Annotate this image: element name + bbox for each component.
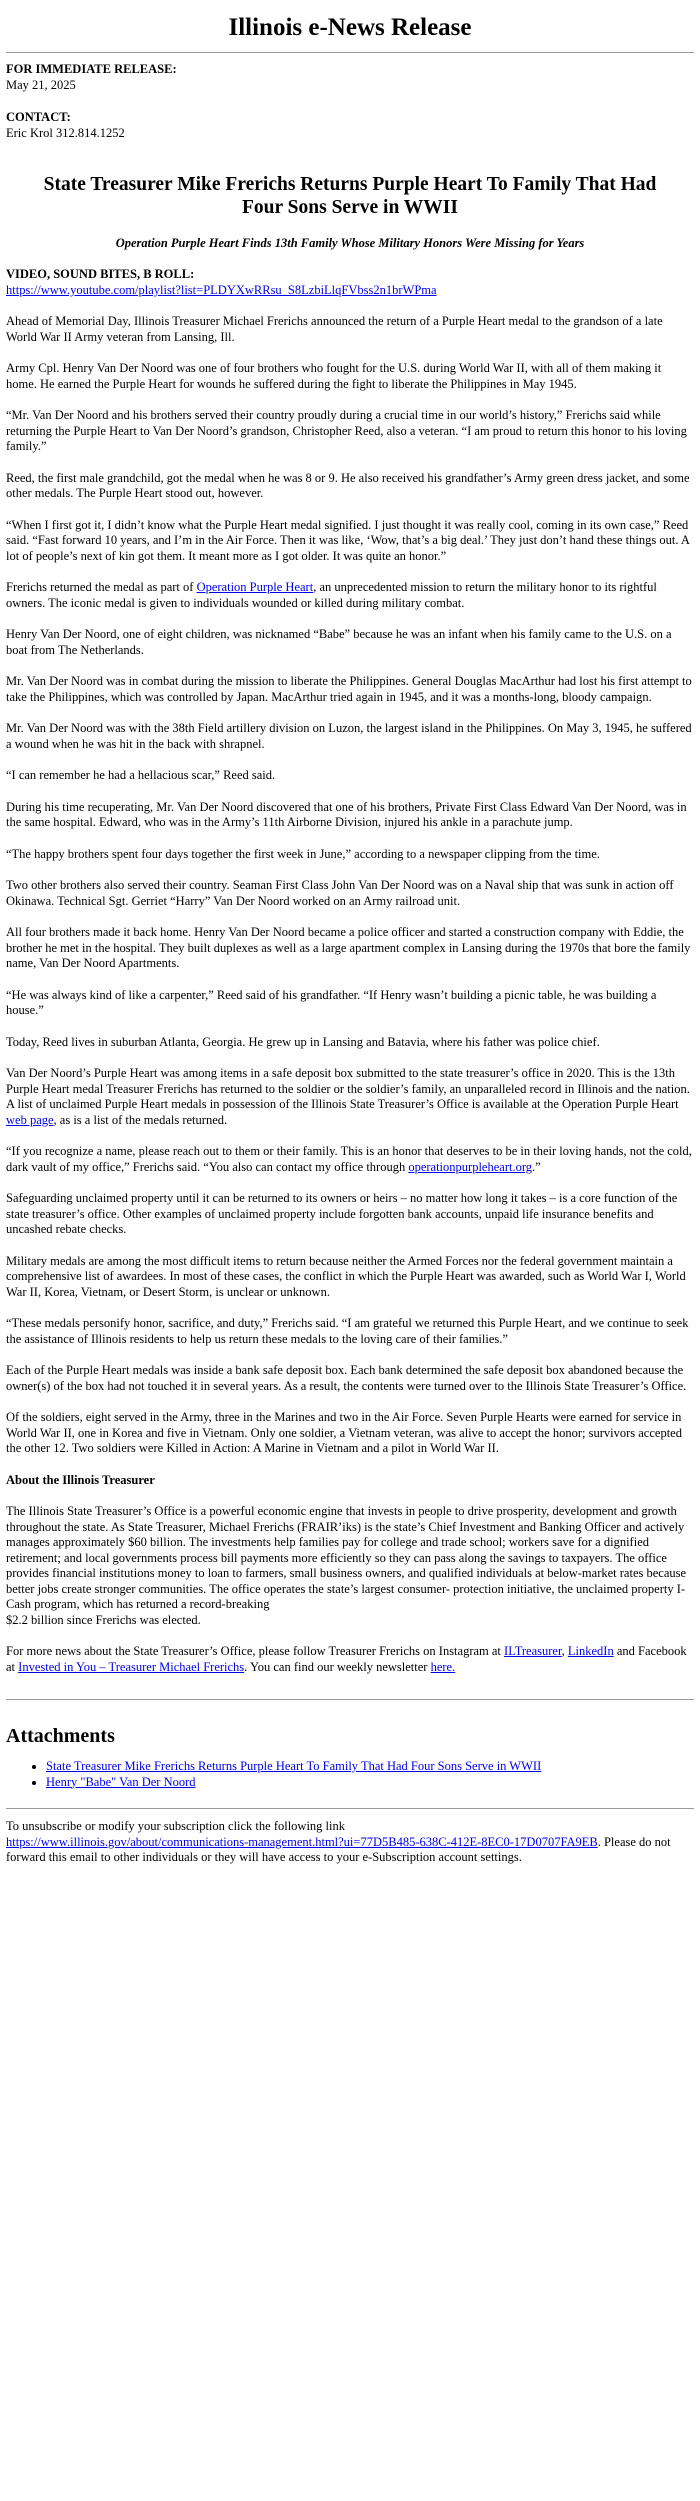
paragraph-text: , as is a list of the medals returned. bbox=[53, 1112, 228, 1127]
about-paragraph bbox=[6, 1504, 694, 1628]
facebook-link[interactable]: Invested in You – Treasurer Michael Frerichs bbox=[18, 1659, 245, 1674]
unsubscribe-intro: To unsubscribe or modify your subscription click the following link bbox=[6, 1819, 346, 1834]
about-body: The Illinois State Treasurer’s Office is a powerful economic engine that invests in people to drive prosperity, development and growth throughout the state. As State Treasurer, Michael Frerichs (FRAIR’iks) is the state’s Chief Investment and Banking Officer and actively manages approximately $60 billion. The investments help families pay for college and trade school; workers save for a dignified retirement; and local governments process bill payments more efficiently so they can pass along the savings to taxpayers. The office provides financial institutions money to loan to farmers, small business owners, and qualified individuals at below-market rates because better jobs create stronger communities. The office operates the state’s largest consumer- protection initiative, the unclaimed property I-Cash program, which has returned a record-breaking bbox=[6, 1504, 687, 1612]
newsletter-link[interactable]: here. bbox=[430, 1659, 456, 1674]
paragraph-text: Van Der Noord’s Purple Heart was among items in a safe deposit box submitted to the state treasurer’s office in 2020. This is the 13th Purple Heart medal Treasurer Frerichs has returned to the soldier or the soldier’s family, an unparalleled record in Illinois and the nation. A list of unclaimed Purple Heart medals in possession of the Illinois State Treasurer’s Office is available at the Operation Purple Heart bbox=[6, 1066, 690, 1112]
paragraph-text: , bbox=[561, 1644, 568, 1659]
masthead-divider bbox=[6, 52, 694, 53]
body-paragraph: Mr. Van Der Noord was with the 38th Field artillery division on Luzon, the largest island in the Philippines. On May 3, 1945, he suffered a wound when he was hit in the back with shrapnel. bbox=[6, 721, 692, 751]
body-paragraph: Reed, the first male grandchild, got the medal when he was 8 or 9. He also received his grandfather’s Army green dress jacket, and some other medals. The Purple Heart stood out, however. bbox=[6, 470, 690, 501]
attachments-heading: Attachments bbox=[6, 1725, 115, 1748]
body-paragraph: “He was always kind of like a carpenter,” Reed said of his grandfather. “If Henry wasn’t building a picnic table, he was building a house.” bbox=[6, 987, 657, 1018]
headline: State Treasurer Mike Frerichs Returns Purple Heart To Family That Had Four Sons Serve in WWII bbox=[43, 174, 657, 219]
about-body-tail: $2.2 billion since Frerichs was elected. bbox=[6, 1612, 201, 1627]
release-date: May 21, 2025 bbox=[6, 77, 76, 92]
paragraph-text: Frerichs returned the medal as part of bbox=[6, 580, 197, 595]
paragraph-text: “If you recognize a name, please reach out to them or their family. This is an honor that deserves to be in their loving hands, not the cold, dark vault of my office,” Frerichs said. “You also can contact my office through bbox=[6, 1144, 692, 1174]
video-label: VIDEO, SOUND BITES, B ROLL: bbox=[6, 267, 195, 282]
body-paragraph: “When I first got it, I didn’t know what the Purple Heart medal signified. I just thought it was really cool, coming in its own case,” Reed said. “Fast forward 10 years, and I’m in the Air Force. Then it was like, ‘Wow, that’s a big deal.’ They just don’t hand these things out. A lot of people’s next of kin got them. It meant more as I got older. It was quite an honor.” bbox=[6, 517, 690, 563]
attachments-list bbox=[6, 1759, 694, 1790]
unsubscribe-link[interactable]: https://www.illinois.gov/about/communications-management.html?ui=77D5B485-638C-412E-8EC0-17D0707FA9EB bbox=[6, 1834, 598, 1849]
about-heading: About the Illinois Treasurer bbox=[6, 1472, 155, 1487]
body-paragraph: Mr. Van Der Noord was in combat during the mission to liberate the Philippines. General Douglas MacArthur had lost his first attempt to take the Philippines, which was controlled by Japan. MacArthur tried again in 1945, and it was a months-long, bloody campaign. bbox=[6, 674, 692, 704]
release-label: FOR IMMEDIATE RELEASE: bbox=[6, 62, 177, 76]
paragraph-text: .” bbox=[532, 1159, 541, 1174]
footer-note: . Please do not forward this email to other individuals or they will have access to your e-Subscription account settings. bbox=[6, 1834, 671, 1865]
body-paragraph: “The happy brothers spent four days together the first week in June,” according to a newspaper clipping from the time. bbox=[6, 846, 600, 861]
video-link[interactable]: https://www.youtube.com/playlist?list=PLDYXwRRsu_S8LzbiLlqFVbss2n1brWPma bbox=[6, 282, 437, 297]
body-paragraph bbox=[6, 580, 694, 611]
body-paragraph: All four brothers made it back home. Henry Van Der Noord became a police officer and started a construction company with Eddie, the brother he met in the hospital. They built duplexes as well as a large apartment complex in Lansing during the 1970s that bore the family name, Van Der Noord Apartments. bbox=[6, 925, 691, 971]
body-paragraph: Each of the Purple Heart medals was inside a bank safe deposit box. Each bank determined the safe deposit box abandoned because the owner(s) of the box had not touched it in several years. As a result, the contents were turned over to the Illinois State Treasurer’s Office. bbox=[6, 1363, 687, 1393]
body-paragraph: Safeguarding unclaimed property until it can be returned to its owners or heirs – no matter how long it takes – is a core function of the state treasurer’s office. Other examples of unclaimed property include forgotten bank accounts, unpaid life insurance benefits and uncashed rebate checks. bbox=[6, 1191, 678, 1237]
body-paragraph: “Mr. Van Der Noord and his brothers served their country proudly during a crucial time in our world’s history,” Frerichs said while returning the Purple Heart to Van Der Noord’s grandson, Christopher Reed, also a veteran. “I am proud to return this honor to his loving family.” bbox=[6, 408, 687, 454]
subheadline: Operation Purple Heart Finds 13th Family Whose Military Honors Were Missing for Years bbox=[115, 235, 585, 250]
body-paragraph: During his time recuperating, Mr. Van Der Noord discovered that one of his brothers, Private First Class Edward Van Der Noord, was in the same hospital. Edward, who was in the Army’s 11th Airborne Division, injured his ankle in a parachute jump. bbox=[6, 799, 687, 830]
footer bbox=[6, 1819, 694, 1866]
release-info bbox=[6, 62, 694, 141]
paragraph-text: , an unprecedented mission to return the military honor to its rightful owners. The iconic medal is given to individuals wounded or killed during military combat. bbox=[6, 580, 657, 610]
footer-divider bbox=[6, 1808, 694, 1809]
attachments-divider bbox=[6, 1699, 694, 1700]
body-paragraph: Army Cpl. Henry Van Der Noord was one of four brothers who fought for the U.S. during World War II, with all of them making it home. He earned the Purple Heart for wounds he suffered during the fight to liberate the Philippines in May 1945. bbox=[6, 361, 662, 391]
paragraph-text: . You can find our weekly newsletter bbox=[244, 1659, 431, 1674]
video-block bbox=[6, 267, 694, 298]
attachment-link[interactable]: Henry "Babe" Van Der Noord bbox=[46, 1774, 196, 1789]
web-page-link[interactable]: web page bbox=[6, 1112, 54, 1127]
operation-purple-heart-link[interactable]: Operation Purple Heart bbox=[196, 580, 314, 595]
contact-label: CONTACT: bbox=[6, 110, 71, 124]
body-paragraph: Of the soldiers, eight served in the Army, three in the Marines and two in the Air Force. Seven Purple Hearts were earned for service in World War II, one in Korea and five in Vietnam. Only one soldier, a Vietnam veteran, was alive to accept the honor; survivors accepted the other 12. Two soldiers were Killed in Action: A Marine in Vietnam and a pilot in World War II. bbox=[6, 1410, 682, 1456]
body-paragraph: Ahead of Memorial Day, Illinois Treasurer Michael Frerichs announced the return of a Purple Heart medal to the grandson of a late World War II Army veteran from Lansing, Ill. bbox=[6, 314, 663, 344]
body-paragraph bbox=[6, 1144, 694, 1175]
body-paragraph bbox=[6, 1066, 694, 1128]
paragraph-text: and Facebook at bbox=[6, 1644, 687, 1674]
contact-info: Eric Krol 312.814.1252 bbox=[6, 125, 125, 140]
linkedin-link[interactable]: LinkedIn bbox=[567, 1644, 614, 1659]
instagram-link[interactable]: ILTreasurer bbox=[504, 1644, 562, 1659]
body-paragraph: Henry Van Der Noord, one of eight children, was nicknamed “Babe” because he was an infant when his family came to the U.S. on a boat from The Netherlands. bbox=[6, 627, 672, 657]
operationpurpleheart-link[interactable]: operationpurpleheart.org bbox=[408, 1159, 533, 1174]
body-paragraph: “These medals personify honor, sacrifice, and duty,” Frerichs said. “I am grateful we returned this Purple Heart, and we continue to seek the assistance of Illinois residents to help us return these medals to the loving care of their families.” bbox=[6, 1316, 689, 1346]
follow-paragraph bbox=[6, 1644, 694, 1675]
body-paragraph: “I can remember he had a hellacious scar,” Reed said. bbox=[6, 768, 276, 783]
masthead-title: Illinois e-News Release bbox=[228, 14, 472, 41]
attachment-item bbox=[46, 1759, 694, 1775]
paragraph-text: For more news about the State Treasurer’s Office, please follow Treasurer Frerichs on Instagram at bbox=[6, 1644, 505, 1659]
body-paragraph: Today, Reed lives in suburban Atlanta, Georgia. He grew up in Lansing and Batavia, where his father was police chief. bbox=[6, 1034, 600, 1049]
body-paragraph: Two other brothers also served their country. Seaman First Class John Van Der Noord was on a Naval ship that was sunk in action off Okinawa. Technical Sgt. Gerriet “Harry” Van Der Noord worked on an Army railroad unit. bbox=[6, 878, 674, 908]
attachment-link[interactable]: State Treasurer Mike Frerichs Returns Purple Heart To Family That Had Four Sons Serve in WWII bbox=[46, 1759, 542, 1774]
body-paragraph: Military medals are among the most difficult items to return because neither the Armed Forces nor the federal government maintain a comprehensive list of awardees. In most of these cases, the conflict in which the Purple Heart was awarded, such as World War I, World War II, Korea, Vietnam, or Desert Storm, is unclear or unknown. bbox=[6, 1253, 686, 1299]
attachment-item bbox=[46, 1775, 694, 1791]
